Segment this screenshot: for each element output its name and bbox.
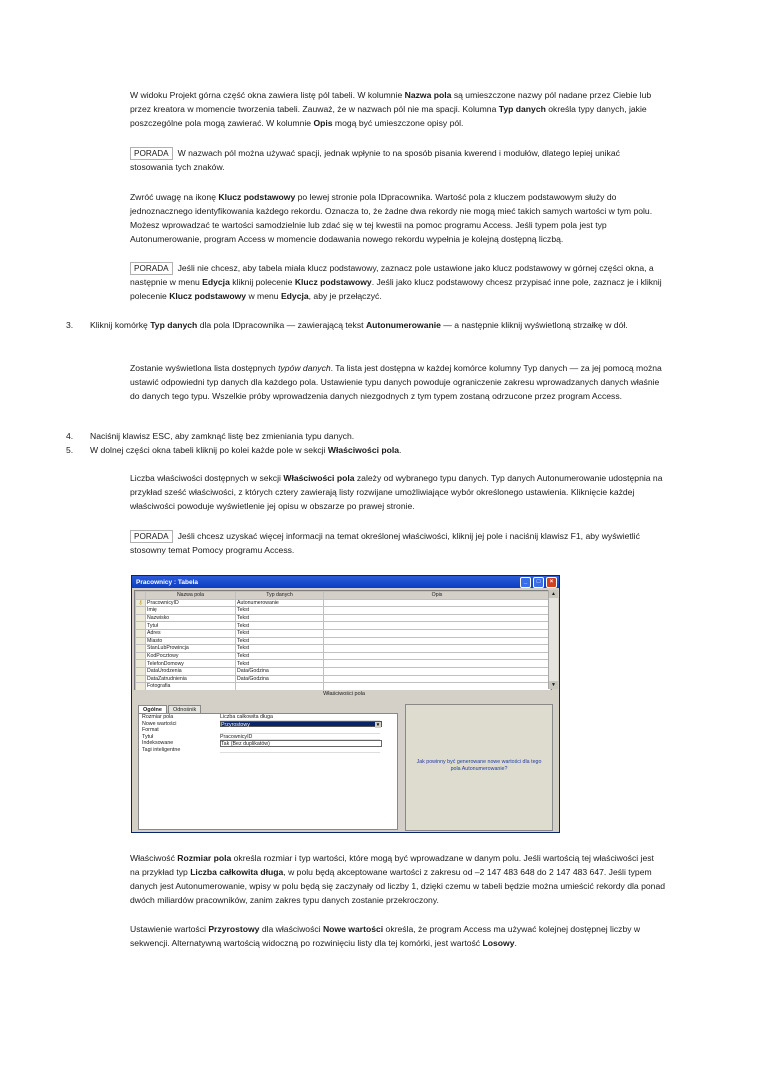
property-value-dropdown[interactable]: Przyrostowy ▼ bbox=[221, 721, 381, 728]
dropdown-arrow-icon[interactable]: ▼ bbox=[375, 721, 381, 727]
row-selector[interactable] bbox=[136, 607, 146, 615]
paragraph-primary-key: Zwróć uwagę na ikonę Klucz podstawowy po lewej stronie pola IDpracownika. Wartość pola z kluczem podstawowym służy do jednoznacznego identyfikowania każdego rekordu. Oznacza to, że żadne dwa rekordy nie mogą mieć takich samych wartości w tym polu. Możesz wprowadzać te wartości samodzielnie lub zdać się w tej kwestii na pomoc programu Access. Jeśli typem pola jest typ Autonumerowanie, program Access w momencie dodawania nowego rekordu wypełnia je kolejną dostępną liczbą. bbox=[130, 192, 653, 244]
field-desc-cell[interactable] bbox=[324, 599, 551, 607]
properties-panel bbox=[138, 713, 398, 830]
window-title: Pracownicy : Tabela bbox=[136, 578, 199, 586]
paragraph-field-size: Właściwość Rozmiar pola określa rozmiar i typ wartości, które mogą być wprowadzane w danym polu. Jeśli wartością tej właściwości jest na przykład typ Liczba całkowita długa, w polu będą akceptowane wartości z zakresu od –2 147 483 648 do 2 147 483 647. Jeśli typem danych jest Autonumerowanie, wpisy w polu będą się zaczynały od liczby 1, dzięki czemu w tabeli będzie można umieścić rekordy dla ponad dwóch miliardów pracowników, zanim zakres typu danych zostanie przekroczony. bbox=[130, 853, 665, 905]
field-name-cell[interactable]: Imię bbox=[146, 607, 236, 615]
field-name-cell[interactable]: Tytuł bbox=[146, 622, 236, 630]
row-selector[interactable] bbox=[136, 637, 146, 645]
field-name-cell[interactable]: TelefonDomowy bbox=[146, 660, 236, 668]
tip-label: PORADA bbox=[130, 147, 173, 160]
paragraph-design-view: W widoku Projekt górna część okna zawiera listę pól tabeli. W kolumnie Nazwa pola są umieszczone nazwy pól nadane przez Ciebie lub przez kreatora w momencie tworzenia tabeli. Zauważ, że w nazwach pól nie ma spacji. Kolumna Typ danych określa typy danych, jakie poszczególne pola mogą zawierać. W kolumnie Opis mogą być umieszczone opisy pól. bbox=[130, 90, 652, 128]
property-value[interactable]: PracownicyID bbox=[220, 734, 380, 741]
field-desc-cell[interactable] bbox=[324, 637, 551, 645]
row-selector[interactable] bbox=[136, 660, 146, 668]
field-type-cell[interactable]: Tekst bbox=[236, 645, 324, 653]
tip-label: PORADA bbox=[130, 262, 173, 275]
field-type-cell[interactable]: Tekst bbox=[236, 614, 324, 622]
property-label: Tytuł bbox=[142, 733, 154, 740]
maximize-icon[interactable]: □ bbox=[533, 577, 544, 588]
field-name-cell[interactable]: PracownicyID bbox=[146, 599, 236, 607]
tip-label: PORADA bbox=[130, 530, 173, 543]
scroll-down-icon[interactable]: ▼ bbox=[549, 681, 558, 689]
step-3: 3. Kliknij komórkę Typ danych dla pola IDpracownika — zawierającą tekst Autonumerowanie — a następnie kliknij wyświetloną strzałkę w dół. bbox=[66, 320, 628, 330]
field-type-cell[interactable]: Tekst bbox=[236, 637, 324, 645]
field-desc-cell[interactable] bbox=[324, 607, 551, 615]
field-desc-cell[interactable] bbox=[324, 660, 551, 668]
field-desc-cell[interactable] bbox=[324, 622, 551, 630]
field-name-cell[interactable]: DataUrodzenia bbox=[146, 667, 236, 675]
table-row[interactable] bbox=[136, 675, 551, 683]
table-row[interactable] bbox=[136, 614, 551, 622]
row-selector[interactable] bbox=[136, 645, 146, 653]
field-type-cell[interactable]: Tekst bbox=[236, 622, 324, 630]
column-header-desc: Opis bbox=[324, 592, 551, 600]
field-desc-cell[interactable] bbox=[324, 629, 551, 637]
row-selector[interactable] bbox=[136, 614, 146, 622]
property-label: Format bbox=[142, 727, 159, 733]
tip-f1: PORADA Jeśli chcesz uzyskać więcej informacji na temat określonej właściwości, kliknij jej pole i naciśnij klawisz F1, aby wyświetlić stosowny temat Pomocy programu Access. bbox=[130, 531, 640, 555]
property-label: Indeksowane bbox=[142, 740, 174, 746]
access-table-window bbox=[131, 575, 560, 833]
field-name-cell[interactable]: Miasto bbox=[146, 637, 236, 645]
field-type-cell[interactable]: Tekst bbox=[236, 607, 324, 615]
window-titlebar bbox=[132, 576, 559, 588]
table-row[interactable] bbox=[136, 652, 551, 660]
field-type-cell[interactable]: Data/Godzina bbox=[236, 675, 324, 683]
table-row[interactable] bbox=[136, 599, 551, 607]
field-name-cell[interactable]: KodPocztowy bbox=[146, 652, 236, 660]
table-row[interactable] bbox=[136, 667, 551, 675]
property-value[interactable] bbox=[220, 747, 380, 754]
close-icon[interactable]: × bbox=[546, 577, 557, 588]
table-row[interactable] bbox=[136, 607, 551, 615]
paragraph-properties: Liczba właściwości dostępnych w sekcji Właściwości pola zależy od wybranego typu danych. Typ danych Autonumerowanie udostępnia na przykład sześć właściwości, z których cztery zawierają listy rozwijane umożliwiające wybór określonego ustawienia. Kliknięcie każdej właściwości powoduje wyświetlenie jej opisu w obszarze po prawej stronie. bbox=[130, 473, 663, 511]
table-row[interactable] bbox=[136, 637, 551, 645]
field-name-cell[interactable]: DataZatrudnienia bbox=[146, 675, 236, 683]
tab-general[interactable]: Ogólne bbox=[138, 705, 167, 714]
field-desc-cell[interactable] bbox=[324, 675, 551, 683]
property-help-text: Jak powinny być generowane nowe wartości dla tego pola Autonumerowanie? bbox=[416, 759, 542, 772]
scroll-up-icon[interactable]: ▲ bbox=[549, 590, 558, 598]
vertical-scrollbar[interactable] bbox=[548, 590, 558, 689]
row-selector-header bbox=[136, 592, 146, 600]
step-5: 5. W dolnej części okna tabeli kliknij po kolei każde pole w sekcji Właściwości pola. bbox=[66, 445, 402, 455]
row-selector[interactable] bbox=[136, 629, 146, 637]
minimize-icon[interactable]: _ bbox=[520, 577, 531, 588]
table-row[interactable] bbox=[136, 645, 551, 653]
tab-lookup[interactable]: Odnośnik bbox=[168, 705, 201, 714]
property-value[interactable]: Tak (Bez duplikatów) bbox=[220, 740, 382, 747]
paragraph-data-types: Zostanie wyświetlona lista dostępnych typów danych. Ta lista jest dostępna w każdej komórce kolumny Typ danych — za jej pomocą można ustawić odpowiedni typ danych dla każdego pola. Ustawienie typu danych powoduje ograniczenie zakresu wprowadzanych danych właśnie do danych tego typu. Wszelkie próby wprowadzenia danych niezgodnych z tym typem zostaną odrzucone przez program Access. bbox=[130, 363, 662, 401]
field-desc-cell[interactable] bbox=[324, 645, 551, 653]
row-selector[interactable] bbox=[136, 675, 146, 683]
field-name-cell[interactable]: Nazwisko bbox=[146, 614, 236, 622]
field-name-cell[interactable]: Adres bbox=[146, 629, 236, 637]
tip-primary-key: PORADA Jeśli nie chcesz, aby tabela miała klucz podstawowy, zaznacz pole ustawione jako klucz podstawowy w górnej części okna, a następnie w menu Edycja kliknij polecenie Klucz podstawowy. Jeśli jako klucz podstawowy chcesz przypisać inne pole, zaznacz je i kliknij polecenie Klucz podstawowy w menu Edycja, aby je przełączyć. bbox=[130, 263, 662, 301]
property-help-panel bbox=[405, 704, 553, 831]
property-label: Rozmiar pola bbox=[142, 714, 174, 720]
column-header-name: Nazwa pola bbox=[146, 592, 236, 600]
property-value[interactable]: Liczba całkowita długa bbox=[220, 714, 380, 721]
property-label: Nowe wartości bbox=[142, 720, 177, 727]
field-properties-header: Właściwości pola bbox=[134, 690, 554, 698]
property-label: Tagi inteligentne bbox=[142, 746, 181, 753]
field-name-cell[interactable]: StanLubProwincja bbox=[146, 645, 236, 653]
property-row[interactable] bbox=[139, 747, 397, 754]
step-4: 4. Naciśnij klawisz ESC, aby zamknąć listę bez zmieniania typu danych. bbox=[66, 431, 355, 441]
tip-spaces: PORADA W nazwach pól można używać spacji, jednak wpłynie to na sposób pisania kwerend i modułów, dlatego lepiej unikać stosowania tych znaków. bbox=[130, 148, 620, 172]
table-row[interactable] bbox=[136, 629, 551, 637]
row-selector[interactable] bbox=[136, 652, 146, 660]
paragraph-new-values: Ustawienie wartości Przyrostowy dla właściwości Nowe wartości określa, że program Access ma używać kolejnej dostępnej liczby w sekwencji. Alternatywną wartością widoczną po rozwinięciu listy dla tej komórki, jest wartość Losowy. bbox=[130, 924, 641, 948]
field-grid bbox=[134, 590, 552, 691]
row-selector[interactable] bbox=[136, 622, 146, 630]
field-desc-cell[interactable] bbox=[324, 652, 551, 660]
table-row[interactable] bbox=[136, 622, 551, 630]
field-type-cell[interactable]: Tekst bbox=[236, 660, 324, 668]
field-type-cell[interactable]: Tekst bbox=[236, 629, 324, 637]
field-desc-cell[interactable] bbox=[324, 667, 551, 675]
table-row[interactable] bbox=[136, 660, 551, 668]
row-selector[interactable] bbox=[136, 667, 146, 675]
field-type-cell[interactable]: Autonumerowanie bbox=[236, 599, 324, 607]
field-type-cell[interactable]: Data/Godzina bbox=[236, 667, 324, 675]
primary-key-icon: ⚷ bbox=[136, 599, 146, 607]
column-header-type: Typ danych bbox=[236, 592, 324, 600]
field-type-cell[interactable]: Tekst bbox=[236, 652, 324, 660]
field-name-cell[interactable]: Fotografia bbox=[146, 683, 236, 691]
field-desc-cell[interactable] bbox=[324, 614, 551, 622]
